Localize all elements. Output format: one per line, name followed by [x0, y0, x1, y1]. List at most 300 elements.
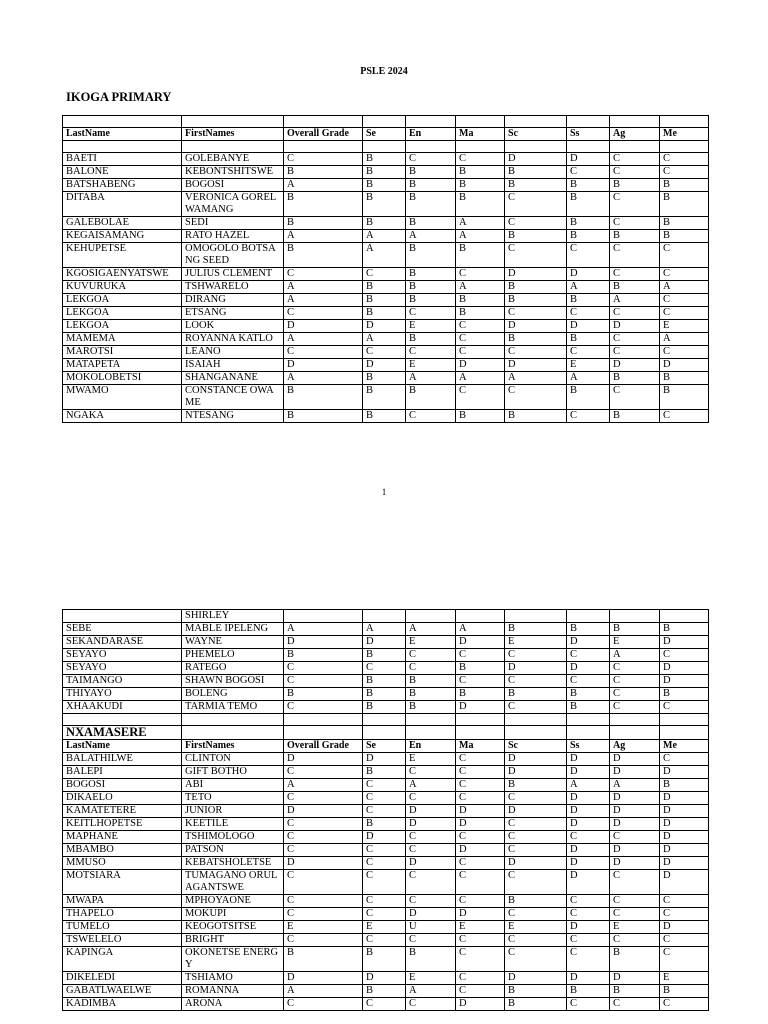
grade-cell: B: [284, 192, 363, 217]
grade-cell: B: [660, 179, 709, 192]
grade-cell: A: [284, 294, 363, 307]
grade-cell: C: [567, 649, 610, 662]
grade-cell: B: [284, 947, 363, 972]
grade-cell: B: [284, 385, 363, 410]
grade-cell: B: [284, 217, 363, 230]
empty-cell: [660, 141, 709, 153]
grade-cell: B: [456, 192, 505, 217]
grade-cell: D: [660, 870, 709, 895]
grade-cell: C: [363, 934, 406, 947]
empty-cell: [63, 714, 182, 726]
grade-cell: C: [660, 410, 709, 423]
empty-cell: [505, 714, 567, 726]
grade-cell: C: [284, 998, 363, 1011]
grade-cell: A: [284, 179, 363, 192]
grade-cell: B: [505, 166, 567, 179]
grade-cell: A: [406, 230, 456, 243]
last-name-cell: BOGOSI: [63, 779, 182, 792]
grade-cell: C: [456, 153, 505, 166]
grade-cell: B: [567, 179, 610, 192]
grade-cell: C: [610, 243, 660, 268]
grade-cell: U: [406, 921, 456, 934]
table-row: [63, 818, 709, 831]
grade-cell: A: [406, 779, 456, 792]
empty-cell: [456, 610, 505, 623]
empty-cell: [363, 141, 406, 153]
first-names-cell: ABI: [182, 779, 284, 792]
grade-cell: B: [456, 307, 505, 320]
grade-cell: A: [284, 372, 363, 385]
grade-cell: E: [284, 921, 363, 934]
grade-cell: C: [660, 268, 709, 281]
last-name-cell: DIKAELO: [63, 792, 182, 805]
grade-cell: C: [284, 153, 363, 166]
grade-cell: C: [505, 192, 567, 217]
table-row: [63, 934, 709, 947]
grade-cell: E: [660, 320, 709, 333]
grade-cell: C: [505, 818, 567, 831]
grade-cell: B: [610, 947, 660, 972]
grade-cell: B: [363, 947, 406, 972]
empty-cell: [182, 714, 284, 726]
empty-cell: [660, 714, 709, 726]
grade-cell: B: [610, 230, 660, 243]
grade-cell: B: [567, 985, 610, 998]
grade-cell: D: [610, 857, 660, 870]
first-names-cell: SHANGANANE: [182, 372, 284, 385]
grade-cell: E: [567, 359, 610, 372]
first-names-cell: ROYANNA KATLO: [182, 333, 284, 346]
school-title: IKOGA PRIMARY: [66, 90, 172, 104]
grade-cell: B: [363, 294, 406, 307]
grade-cell: C: [406, 662, 456, 675]
grade-cell: C: [660, 649, 709, 662]
grade-cell: C: [610, 346, 660, 359]
table-row: [63, 333, 709, 346]
grade-cell: B: [406, 675, 456, 688]
grade-cell: C: [284, 908, 363, 921]
grade-cell: B: [363, 818, 406, 831]
grade-cell: D: [567, 320, 610, 333]
grade-cell: B: [567, 294, 610, 307]
grade-cell: C: [284, 307, 363, 320]
header-row: [63, 740, 709, 753]
first-names-cell: VERONICA GORELWAMANG: [182, 192, 284, 217]
empty-cell: [363, 610, 406, 623]
grade-cell: B: [363, 179, 406, 192]
grade-cell: B: [406, 192, 456, 217]
last-name-cell: THAPELO: [63, 908, 182, 921]
grade-cell: A: [456, 230, 505, 243]
empty-cell: [363, 726, 406, 740]
grade-cell: D: [567, 766, 610, 779]
grade-cell: A: [284, 333, 363, 346]
table-row: [63, 230, 709, 243]
grade-cell: D: [610, 753, 660, 766]
first-names-cell: BRIGHT: [182, 934, 284, 947]
grade-cell: B: [363, 217, 406, 230]
grade-cell: A: [567, 779, 610, 792]
last-name-cell: DIKELEDI: [63, 972, 182, 985]
grade-cell: B: [406, 179, 456, 192]
last-name-cell: BALEPI: [63, 766, 182, 779]
table-row: [63, 779, 709, 792]
last-name-cell: XHAAKUDI: [63, 701, 182, 714]
empty-cell: [182, 726, 284, 740]
grade-cell: A: [456, 281, 505, 294]
last-name-cell: SEYAYO: [63, 649, 182, 662]
first-names-cell: SHIRLEY: [182, 610, 284, 623]
table-row: [63, 921, 709, 934]
column-header: Sc: [505, 128, 567, 141]
column-header: Me: [660, 740, 709, 753]
empty-cell: [182, 141, 284, 153]
grade-cell: C: [456, 753, 505, 766]
grade-cell: B: [660, 385, 709, 410]
grade-cell: B: [363, 410, 406, 423]
page-number: 1: [381, 487, 387, 497]
grade-cell: C: [567, 908, 610, 921]
last-name-cell: TAIMANGO: [63, 675, 182, 688]
table-row: [63, 998, 709, 1011]
table-row: [63, 281, 709, 294]
grade-cell: B: [505, 985, 567, 998]
empty-cell: [456, 116, 505, 128]
grade-cell: D: [284, 636, 363, 649]
table-row: [63, 192, 709, 217]
grade-cell: E: [406, 320, 456, 333]
grade-cell: D: [284, 753, 363, 766]
first-names-cell: TUMAGANO ORULAGANTSWE: [182, 870, 284, 895]
empty-cell: [182, 116, 284, 128]
grade-cell: D: [567, 921, 610, 934]
first-names-cell: MOKUPI: [182, 908, 284, 921]
grade-cell: C: [505, 844, 567, 857]
grade-cell: B: [660, 217, 709, 230]
grade-cell: B: [406, 947, 456, 972]
grade-cell: A: [363, 333, 406, 346]
section-title: NXAMASERE: [63, 726, 182, 740]
grade-cell: D: [505, 805, 567, 818]
empty-cell: [505, 116, 567, 128]
first-names-cell: TARMIA TEMO: [182, 701, 284, 714]
grade-cell: D: [505, 857, 567, 870]
table-row: [63, 268, 709, 281]
column-header: FirstNames: [182, 740, 284, 753]
column-header: Ag: [610, 740, 660, 753]
grade-cell: C: [456, 779, 505, 792]
grade-cell: C: [505, 792, 567, 805]
grade-cell: C: [284, 831, 363, 844]
grade-cell: B: [660, 623, 709, 636]
grade-cell: B: [406, 268, 456, 281]
first-names-cell: RATEGO: [182, 662, 284, 675]
table-row: [63, 346, 709, 359]
grade-cell: C: [610, 895, 660, 908]
grade-cell: D: [406, 857, 456, 870]
grade-cell: E: [406, 753, 456, 766]
grade-cell: C: [610, 662, 660, 675]
table-row: [63, 217, 709, 230]
grade-cell: C: [610, 831, 660, 844]
table-row: [63, 294, 709, 307]
grade-cell: B: [610, 281, 660, 294]
table-row: [63, 766, 709, 779]
grade-cell: C: [363, 908, 406, 921]
grade-cell: D: [567, 972, 610, 985]
grade-cell: C: [456, 766, 505, 779]
grade-cell: C: [610, 701, 660, 714]
empty-cell: [63, 116, 182, 128]
grade-cell: B: [363, 649, 406, 662]
grade-cell: A: [456, 372, 505, 385]
empty-cell: [406, 116, 456, 128]
grade-cell: D: [456, 805, 505, 818]
document-title: PSLE 2024: [360, 66, 408, 77]
grade-cell: D: [660, 857, 709, 870]
grade-cell: B: [284, 410, 363, 423]
grade-cell: C: [660, 701, 709, 714]
table-row: [63, 947, 709, 972]
grade-cell: D: [660, 675, 709, 688]
table-row: [63, 166, 709, 179]
grade-cell: C: [456, 675, 505, 688]
grade-cell: D: [505, 662, 567, 675]
grade-cell: C: [456, 333, 505, 346]
grade-cell: D: [363, 359, 406, 372]
empty-cell: [363, 714, 406, 726]
empty-cell: [567, 714, 610, 726]
grade-cell: C: [567, 947, 610, 972]
last-name-cell: MAROTSI: [63, 346, 182, 359]
first-names-cell: SEDI: [182, 217, 284, 230]
grade-cell: D: [610, 805, 660, 818]
grade-cell: D: [406, 908, 456, 921]
first-names-cell: LEANO: [182, 346, 284, 359]
first-names-cell: TETO: [182, 792, 284, 805]
grade-cell: C: [610, 870, 660, 895]
grade-cell: D: [610, 766, 660, 779]
last-name-cell: MMUSO: [63, 857, 182, 870]
grade-cell: A: [505, 372, 567, 385]
grade-cell: C: [406, 410, 456, 423]
empty-cell: [660, 116, 709, 128]
grade-cell: A: [284, 623, 363, 636]
grade-cell: C: [610, 385, 660, 410]
empty-cell: [567, 141, 610, 153]
grade-cell: D: [610, 972, 660, 985]
column-header: Ma: [456, 740, 505, 753]
grade-cell: D: [660, 818, 709, 831]
grade-cell: D: [406, 818, 456, 831]
empty-cell: [610, 726, 660, 740]
grade-cell: C: [284, 268, 363, 281]
first-names-cell: WAYNE: [182, 636, 284, 649]
grade-cell: D: [660, 792, 709, 805]
grade-cell: C: [363, 792, 406, 805]
results-table-page-2: [62, 609, 709, 1011]
empty-cell: [284, 116, 363, 128]
grade-cell: D: [505, 268, 567, 281]
grade-cell: B: [610, 410, 660, 423]
grade-cell: C: [456, 985, 505, 998]
grade-cell: B: [610, 372, 660, 385]
grade-cell: C: [363, 805, 406, 818]
first-names-cell: ARONA: [182, 998, 284, 1011]
grade-cell: A: [456, 217, 505, 230]
table-row: [63, 831, 709, 844]
last-name-cell: KEHUPETSE: [63, 243, 182, 268]
empty-cell: [567, 610, 610, 623]
first-names-cell: KEBONTSHITSWE: [182, 166, 284, 179]
grade-cell: B: [363, 281, 406, 294]
empty-cell: [567, 116, 610, 128]
last-name-cell: GALEBOLAE: [63, 217, 182, 230]
first-names-cell: PHEMELO: [182, 649, 284, 662]
grade-cell: C: [610, 166, 660, 179]
grade-cell: C: [363, 662, 406, 675]
first-names-cell: BOLENG: [182, 688, 284, 701]
first-names-cell: CLINTON: [182, 753, 284, 766]
table-row: [63, 623, 709, 636]
column-header: LastName: [63, 128, 182, 141]
table-row: [63, 359, 709, 372]
first-names-cell: MPHOYAONE: [182, 895, 284, 908]
table-row: [63, 701, 709, 714]
empty-cell: [456, 141, 505, 153]
grade-cell: C: [567, 998, 610, 1011]
empty-cell: [610, 714, 660, 726]
last-name-cell: KEITLHOPETSE: [63, 818, 182, 831]
column-header: Ss: [567, 740, 610, 753]
last-name-cell: MOTSIARA: [63, 870, 182, 895]
last-name-cell: BAETI: [63, 153, 182, 166]
grade-cell: C: [406, 792, 456, 805]
table-row: [63, 985, 709, 998]
first-names-cell: OMOGOLO BOTSANG SEED: [182, 243, 284, 268]
grade-cell: B: [567, 385, 610, 410]
empty-cell: [284, 714, 363, 726]
table-row: [63, 844, 709, 857]
grade-cell: B: [456, 179, 505, 192]
table-row: [63, 649, 709, 662]
last-name-cell: BALONE: [63, 166, 182, 179]
grade-cell: C: [660, 307, 709, 320]
grade-cell: C: [406, 895, 456, 908]
empty-cell: [505, 726, 567, 740]
grade-cell: C: [406, 649, 456, 662]
grade-cell: D: [660, 766, 709, 779]
grade-cell: D: [284, 972, 363, 985]
last-name-cell: MAMEMA: [63, 333, 182, 346]
empty-cell: [505, 141, 567, 153]
grade-cell: C: [284, 346, 363, 359]
grade-cell: A: [284, 779, 363, 792]
grade-cell: C: [567, 307, 610, 320]
blank-row: [63, 141, 709, 153]
last-name-cell: GABATLWAELWE: [63, 985, 182, 998]
grade-cell: C: [456, 895, 505, 908]
grade-cell: B: [505, 410, 567, 423]
grade-cell: C: [610, 675, 660, 688]
grade-cell: C: [284, 870, 363, 895]
grade-cell: A: [406, 372, 456, 385]
grade-cell: C: [284, 818, 363, 831]
column-header: Ag: [610, 128, 660, 141]
grade-cell: C: [406, 998, 456, 1011]
last-name-cell: SEYAYO: [63, 662, 182, 675]
grade-cell: E: [406, 636, 456, 649]
grade-cell: C: [456, 972, 505, 985]
empty-cell: [363, 116, 406, 128]
first-names-cell: JULIUS CLEMENT: [182, 268, 284, 281]
grade-cell: C: [660, 243, 709, 268]
empty-cell: [406, 726, 456, 740]
grade-cell: D: [567, 870, 610, 895]
grade-cell: E: [660, 972, 709, 985]
grade-cell: B: [406, 217, 456, 230]
grade-cell: C: [456, 346, 505, 359]
grade-cell: B: [660, 985, 709, 998]
column-header: LastName: [63, 740, 182, 753]
grade-cell: B: [406, 294, 456, 307]
empty-cell: [610, 141, 660, 153]
grade-cell: B: [363, 675, 406, 688]
grade-cell: C: [406, 844, 456, 857]
table-row: [63, 688, 709, 701]
grade-cell: D: [406, 805, 456, 818]
grade-cell: B: [610, 985, 660, 998]
grade-cell: C: [363, 268, 406, 281]
grade-cell: C: [567, 243, 610, 268]
table-row: [63, 675, 709, 688]
grade-cell: B: [406, 281, 456, 294]
grade-cell: B: [363, 985, 406, 998]
grade-cell: B: [406, 166, 456, 179]
grade-cell: C: [660, 294, 709, 307]
grade-cell: A: [567, 372, 610, 385]
grade-cell: B: [363, 307, 406, 320]
grade-cell: C: [456, 831, 505, 844]
grade-cell: B: [505, 281, 567, 294]
empty-cell: [63, 610, 182, 623]
grade-cell: D: [456, 998, 505, 1011]
grade-cell: A: [610, 649, 660, 662]
grade-cell: C: [363, 844, 406, 857]
grade-cell: A: [406, 985, 456, 998]
grade-cell: B: [505, 895, 567, 908]
grade-cell: C: [610, 934, 660, 947]
grade-cell: D: [505, 359, 567, 372]
grade-cell: C: [505, 934, 567, 947]
grade-cell: D: [660, 844, 709, 857]
grade-cell: C: [363, 998, 406, 1011]
grade-cell: A: [610, 779, 660, 792]
grade-cell: D: [610, 792, 660, 805]
grade-cell: D: [456, 908, 505, 921]
grade-cell: B: [456, 166, 505, 179]
grade-cell: E: [363, 921, 406, 934]
grade-cell: B: [284, 649, 363, 662]
grade-cell: C: [505, 831, 567, 844]
grade-cell: A: [567, 281, 610, 294]
grade-cell: C: [660, 908, 709, 921]
grade-cell: D: [363, 753, 406, 766]
empty-cell: [456, 726, 505, 740]
empty-cell: [406, 610, 456, 623]
grade-cell: C: [284, 844, 363, 857]
grade-cell: E: [505, 921, 567, 934]
